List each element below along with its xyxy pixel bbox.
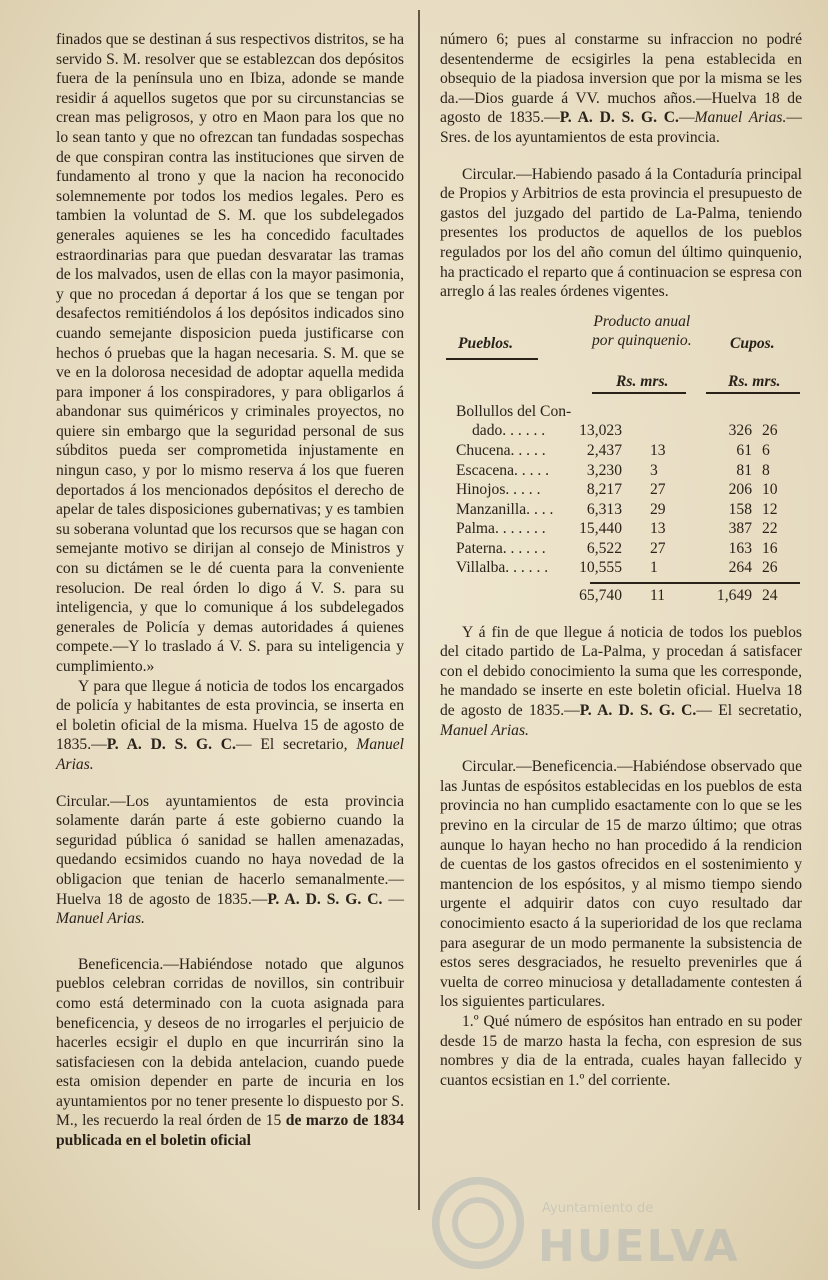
right-paragraph-3-signature: P. A. D. S. G. C. [579,702,697,720]
right-paragraph-2: Circular.—Habiendo pasado á la Contaduría principal de Propios y Arbitrios de esta provincia el presupuesto de gastos del juzgado del partido de La-Palma, teniendo presentes los productos de aquellos de los pueblos regulados por los del año comun del último quinquenio, ha practicado el reparto que á continuacion se espresa con arreglo á las reales órdenes vigentes. [440,165,802,301]
header-producto-line-2: por quinquenio. [592,331,692,349]
row-prod-rs: 6,522 [586,539,622,557]
row-prod-rs: 6,313 [586,500,622,518]
total-cupo-rs: 1,649 [716,587,752,605]
row-cupo-mrs: 22 [762,520,778,538]
row-prod-rs: 15,440 [579,520,622,538]
row-name: Escacena. . . . . [456,461,550,479]
row-cupo-mrs: 16 [762,539,778,557]
row-name: Chucena. . . . . [456,441,546,459]
row-prod-mrs: 27 [650,481,666,499]
row-cupo-rs: 264 [728,559,752,577]
row-cupo-mrs: 12 [762,500,778,518]
first-name-line: Bollullos del Con- [456,402,572,420]
left-paragraph-3 [56,792,404,929]
watermark-small-text: Ayuntamiento de [542,1201,654,1216]
left-paragraph-4 [56,955,404,1151]
distribution-table [440,314,802,606]
crest-icon [430,1175,526,1271]
table-header [440,314,802,402]
unit-producto-rule [592,392,686,394]
right-paragraph-3-name: Manuel Arias. [440,721,529,739]
row-prod-mrs: 3 [650,461,658,479]
row-cupo-rs: 387 [728,520,752,538]
left-paragraph-2-signature: P. A. D. S. G. C. [106,736,236,754]
right-paragraph-1 [440,30,802,148]
total-cupo-mrs: 24 [762,587,778,605]
row-prod-rs: 10,555 [579,559,622,577]
row-cupo-rs: 81 [736,461,752,479]
watermark-text: HUELVA [538,1221,740,1272]
left-paragraph-3-signature: P. A. D. S. G. C. [267,890,383,908]
table-row-name-line [440,402,802,422]
left-column [56,30,404,1151]
row-prod-rs: 13,023 [579,422,622,440]
right-paragraph-3-text: Y á fin de que llegue á noticia de todos los pueblos del citado partido de La-Palma, y procedan á satisfacer con el debido conocimiento la suma que les corresponde, he mandado se inserte en este boletin oficial. Huelva 18 de agosto de 1835.— [440,623,802,720]
header-pueblos: Pueblos. [458,334,514,352]
total-rule-line [590,582,800,584]
row-name: Paterna. . . . . . [456,539,546,557]
right-paragraph-1-tail: —Sres. de los ayuntamientos de esta provincia. [440,109,802,146]
unit-cupos-rule [706,392,800,394]
archive-watermark [420,1165,780,1275]
row-prod-rs: 2,437 [586,441,622,459]
right-paragraph-5: 1.º Qué número de espósitos han entrado en su poder desde 15 de marzo hasta la fecha, con espresion de sus nombres y dia de la entrada, cuales hayan fallecido y cuantos ecsistian en 1.º del corriente. [440,1012,802,1089]
table-row [440,539,802,559]
row-name: Hinojos. . . . . [456,481,541,499]
row-prod-mrs: 1 [650,559,658,577]
row-prod-mrs: 13 [650,441,666,459]
row-cupo-mrs: 10 [762,481,778,499]
row-cupo-rs: 163 [728,539,752,557]
table-row [440,461,802,481]
row-name: dado. . . . . . [472,422,546,440]
table-total-row [440,586,802,606]
row-name: Villalba. . . . . . [456,559,549,577]
left-paragraph-2-text: Y para que llegue á noticia de todos los encargados de policía y habitantes de esta provincia, se inserta en el boletin oficial de la misma. Huelva 15 de agosto de 1835.— [56,677,404,754]
table-body [440,421,802,578]
right-paragraph-1-name: Manuel Arias. [694,109,787,127]
left-paragraph-4-bold-text: de marzo de 1834 publicada en el boletin oficial [56,1112,404,1150]
total-prod-mrs: 11 [650,587,666,605]
right-column [440,30,802,1090]
row-name: Manzanilla. . . . [456,500,554,518]
table-row [440,480,802,500]
table-row [440,558,802,578]
row-cupo-mrs: 26 [762,422,778,440]
unit-producto: Rs. mrs. [616,372,669,390]
row-prod-mrs: 27 [650,539,666,557]
header-cupos: Cupos. [730,334,775,352]
table-row [440,519,802,539]
left-paragraph-3-text: Circular.—Los ayuntamientos de esta provincia solamente darán parte á este gobierno cuando la seguridad pública ó sanidad se hallen amenazadas, quedando ecsimidos cuando no haya novedad de la obligacion que tenian de hacerlo semanalmente.—Huelva 18 de agosto de 1835.— [56,792,404,908]
row-cupo-rs: 158 [728,500,752,518]
right-paragraph-1-dash: — [678,109,695,127]
left-paragraph-4-text: Beneficencia.—Habiéndose notado que algunos pueblos celebran corridas de novillos, sin contribuir como está determinado con la cuota asignada para beneficencia, y deseos de no irrogarles el perjuicio de hacerles ecsigir el duplo en que incurrirán sino la satisfaciesen con la debida antelacion, cuando puede esta omision depender en parte de incuria en los ayuntamientos por no tener presente lo dispuesto por S. M., les recuerdo la real órden de 15 [56,955,404,1130]
row-prod-rs: 3,230 [586,461,622,479]
row-cupo-mrs: 26 [762,559,778,577]
left-paragraph-2-tail: — El secretario, [235,736,357,754]
row-cupo-rs: 206 [728,481,752,499]
row-prod-rs: 8,217 [586,481,622,499]
row-prod-mrs: 29 [650,500,666,518]
left-paragraph-3-tail: — [382,890,404,908]
unit-cupos: Rs. mrs. [728,372,781,390]
header-producto [592,312,692,350]
column-divider [418,10,420,1210]
row-name: Palma. . . . . . . [456,520,546,538]
total-rule [440,578,802,586]
left-paragraph-2 [56,677,404,775]
right-paragraph-3-tail: — El secretatio, [696,702,802,720]
right-paragraph-1-signature: P. A. D. S. G. C. [559,109,679,127]
left-paragraph-3-name: Manuel Arias. [56,910,145,928]
header-producto-line-1: Producto anual [593,312,691,330]
table-row [440,500,802,520]
left-paragraph-2-name: Manuel Arias. [56,736,404,773]
header-pueblos-rule [446,358,538,360]
row-cupo-mrs: 6 [762,441,770,459]
row-prod-mrs: 13 [650,520,666,538]
right-paragraph-4: Circular.—Beneficencia.—Habiéndose observado que las Juntas de espósitos establecidas en los pueblos de esta provincia no han cumplido esactamente con lo que se les previno en la circular de 15 de marzo último; que otras aunque lo hayan hecho no han procedido á la rendicion de cuentas de los gastos ofrecidos en el sostenimiento y mantencion de los espósitos, y al mismo tiempo siendo urgente el adquirir datos con cuyo resultado dar conocimiento esacto á la superioridad de los que reclama para asegurar de un modo permanente la subsistencia de estos seres desgraciados, he resuelto prevenirles que á vuelta de correo minuciosa y detalladamente contesten á los siguientes particulares. [440,758,802,1011]
right-paragraph-1-text: número 6; pues al constarme su infraccion no podré desentenderme de ecsigirles la pena establecida en obsequio de la piadosa inversion que por la misma se les da.—Dios guarde á VV. muchos años.—Huelva 18 de agosto de 1835.— [440,31,802,127]
right-paragraph-3 [440,623,802,741]
row-cupo-mrs: 8 [762,461,770,479]
row-cupo-rs: 326 [728,422,752,440]
row-cupo-rs: 61 [736,441,752,459]
table-row [440,441,802,461]
left-paragraph-1: finados que se destinan á sus respectivos distritos, se ha servido S. M. resolver que se establezcan dos depósitos fuera de la península uno en Ibiza, adonde se mande residir á aquellos sugetos que por su circunstancias se crean mas peligrosos, y otro en Maon para los que no lo sean tanto y que no ofrezcan tan fundadas sospechas de que conspiran contra las instituciones que sirven de fundamento al trono y que la nacion ha reconocido solemnemente por todos los medios legales. Pero es tambien la voluntad de S. M. que los subdelegados generales aquienes se les ha concedido facultades estraordinarias para que puedan desvaratar las tramas de los malvados, usen de ellas con la mayor pasimonia, y que no procedan á deportar á los que se tengan por desafectos remitiéndolos á los depósitos indicados sino cuando semejante disposicion pueda justificarse con hechos ó pruebas que la hagan necesaria. S. M. que se ve en la dolorosa necesidad de adoptar aquella medida para imponer á los conspiradores, y para obligarlos á abandonar sus quiméricos y criminales proyectos, no quiere sin embargo que la seguridad personal de sus súbditos pueda ser comprometida injustamente en ningun caso, y por lo mismo reserva á los que fueren deportados á los mencionados depósitos el derecho de apelar de tales disposiciones gubernativas; y es tambien su soberana voluntad que los recursos que se hagan con semejante motivo se dirijan al consejo de Ministros y con su dictámen se le dé cuenta para la conveniente resolucion. De real órden lo digo á V. S. para su inteligencia, y que lo comunique á los subdelegados generales de Policía y demas autoridades á quienes compete.—Y lo traslado á V. S. para su inteligencia y cumplimiento.» [56,31,404,675]
total-prod-rs: 65,740 [579,587,622,605]
table-row [440,421,802,441]
